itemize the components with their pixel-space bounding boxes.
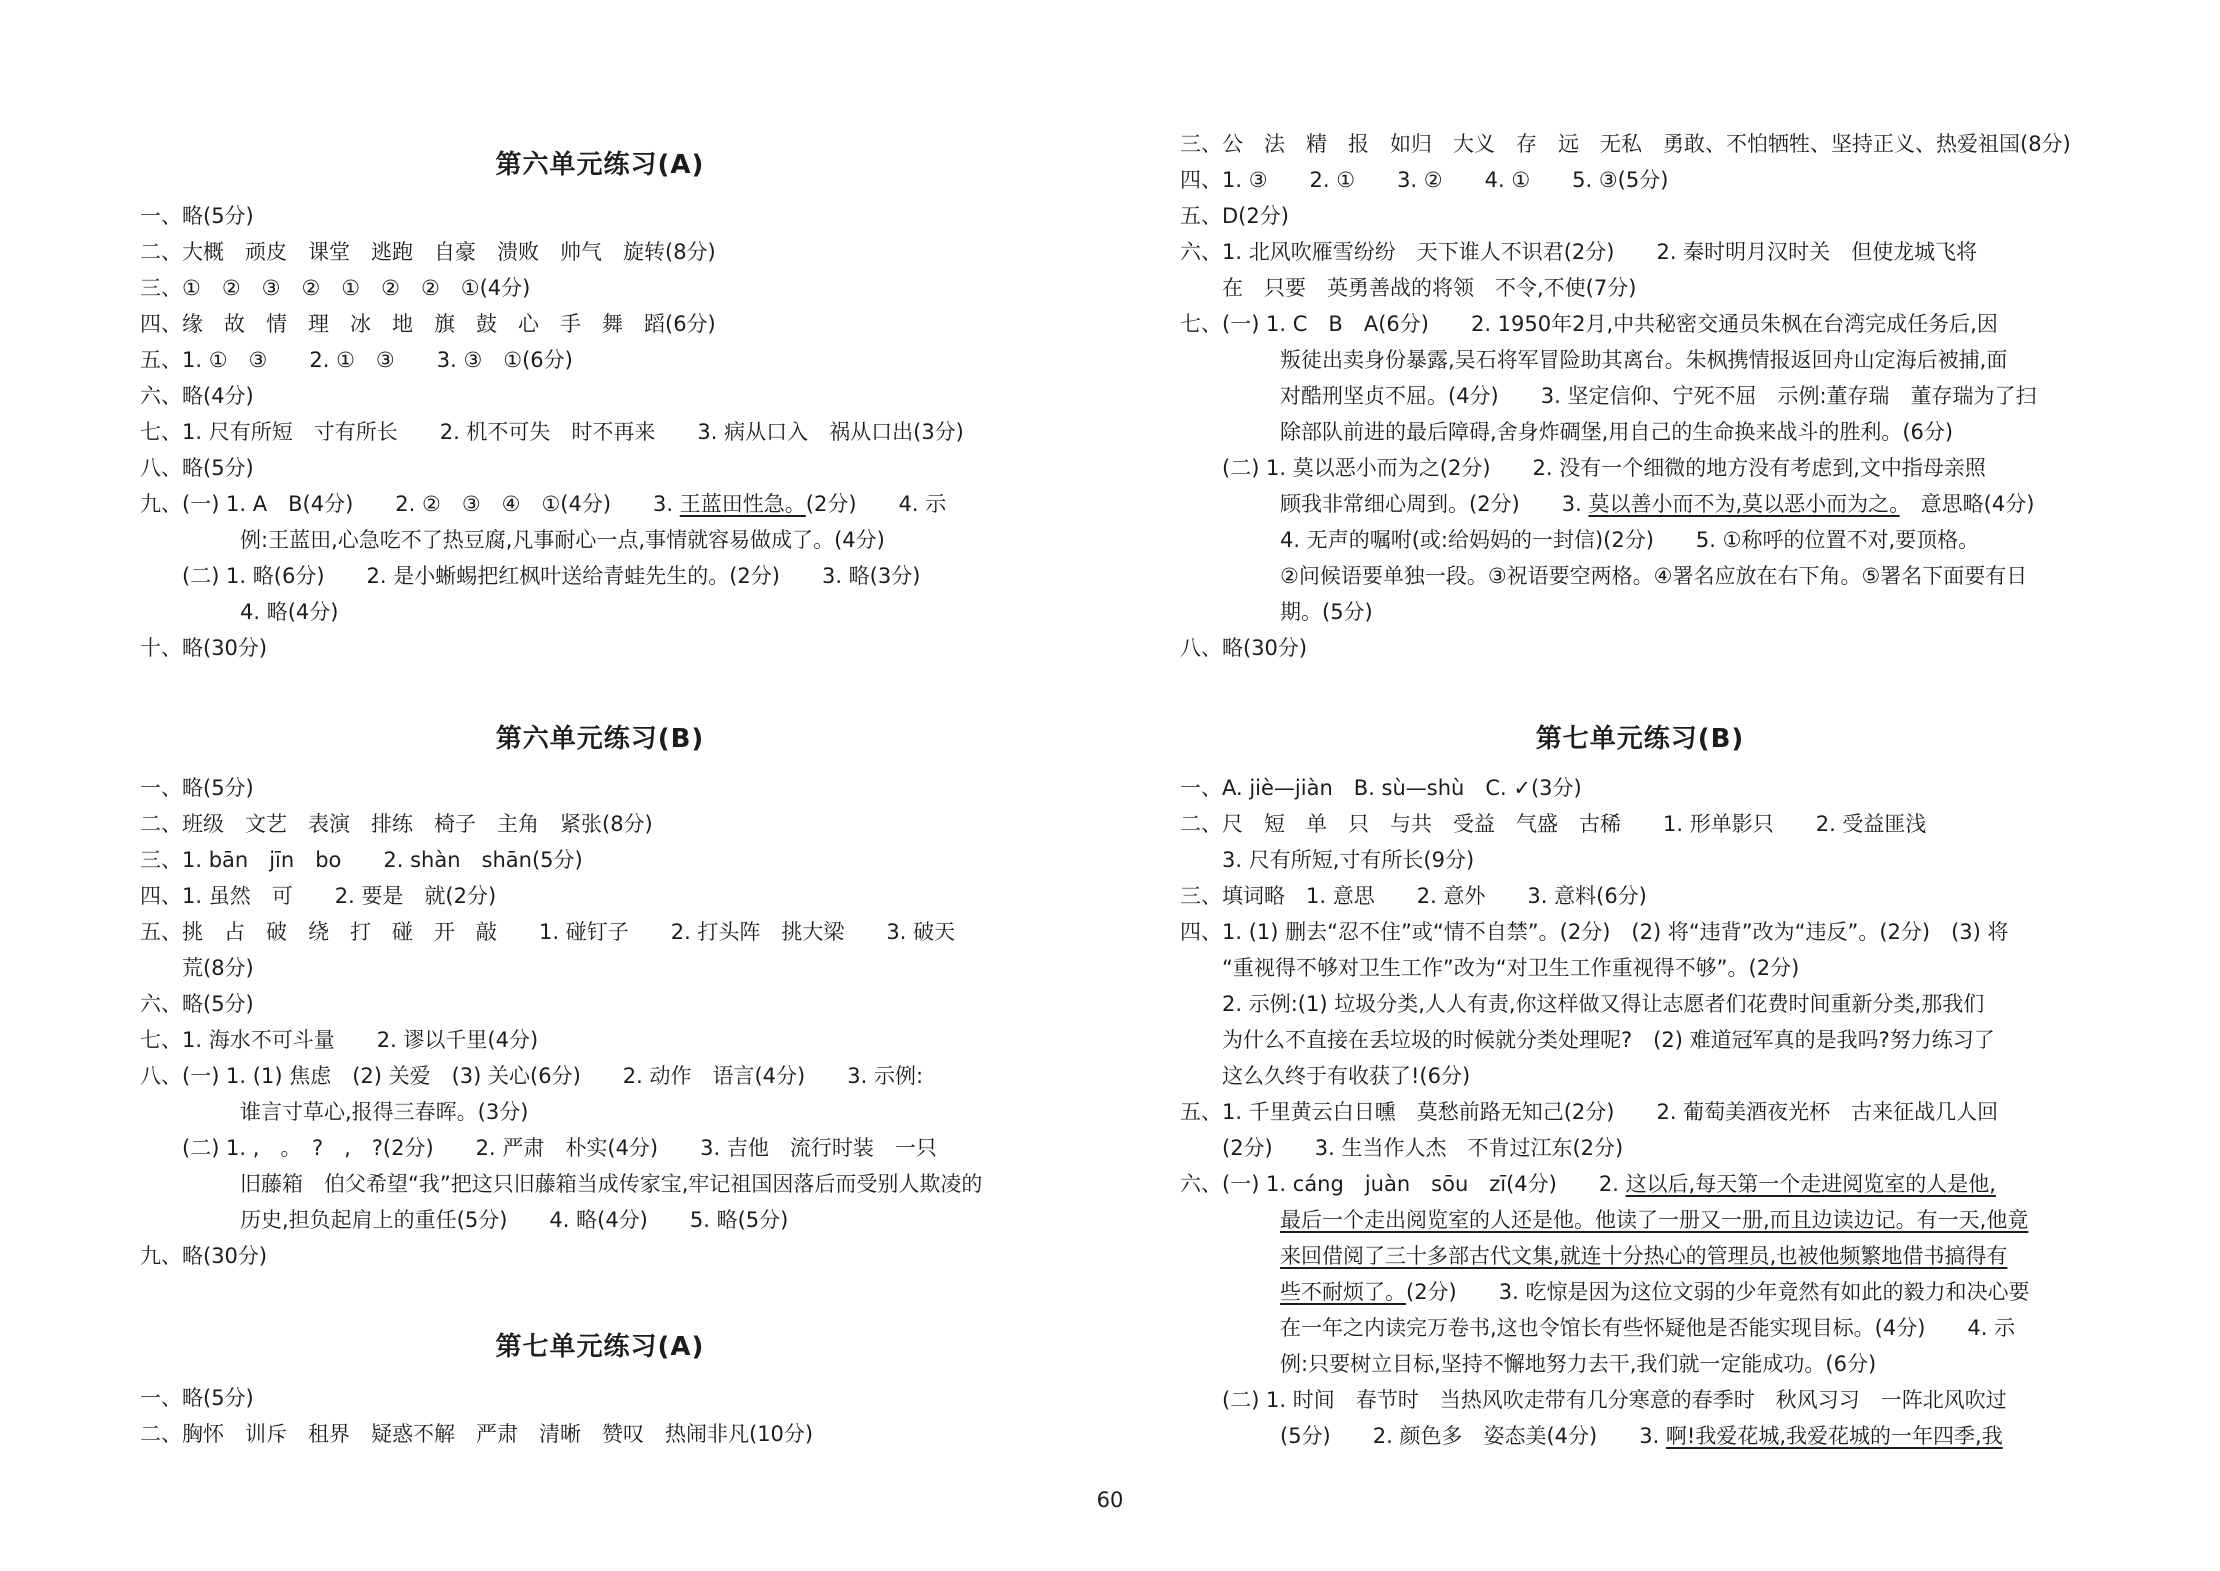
answer-text: 九、(一) 1. A B(4分) 2. ② ③ ④ ①(4分) 3. bbox=[140, 492, 680, 516]
answer-line: 五、1. 千里黄云白日曛 莫愁前路无知己(2分) 2. 葡萄美酒夜光杯 古来征战几人回 bbox=[1180, 1100, 1999, 1124]
answer-line: 4. 无声的嘱咐(或:给妈妈的一封信)(2分) 5. ①称呼的位置不对,要顶格。 bbox=[1280, 528, 1980, 552]
answer-line bbox=[1280, 486, 2034, 522]
answer-line: 三、1. bān jīn bo 2. shàn shān(5分) bbox=[140, 848, 583, 872]
answer-line: 4. 略(4分) bbox=[240, 600, 339, 624]
answer-text: 六、(一) 1. cáng juàn sōu zī(4分) 2. bbox=[1180, 1172, 1626, 1196]
answer-line: 二、胸怀 训斥 租界 疑惑不解 严肃 清晰 赞叹 热闹非凡(10分) bbox=[140, 1422, 814, 1446]
underlined-answer: 莫以善小而不为,莫以恶小而为之。 bbox=[1588, 492, 1900, 516]
answer-line: 对酷刑坚贞不屈。(4分) 3. 坚定信仰、宁死不屈 示例:董存瑞 董存瑞为了扫 bbox=[1280, 384, 2037, 408]
answer-line: 例:王蓝田,心急吃不了热豆腐,凡事耐心一点,事情就容易做成了。(4分) bbox=[240, 528, 885, 552]
underlined-answer: 啊!我爱花城,我爱花城的一年四季,我 bbox=[1665, 1424, 2003, 1448]
answer-text: (5分) 2. 颜色多 姿态美(4分) 3. bbox=[1280, 1424, 1666, 1448]
answer-line bbox=[1280, 1418, 2003, 1454]
answer-line: 四、1. ③ 2. ① 3. ② 4. ① 5. ③(5分) bbox=[1180, 168, 1669, 192]
section-title-7b: 第七单元练习(B) bbox=[1535, 724, 1745, 754]
answer-line: 三、① ② ③ ② ① ② ② ①(4分) bbox=[140, 276, 531, 300]
answer-text: (2分) 3. 吃惊是因为这位文弱的少年竟然有如此的毅力和决心要 bbox=[1406, 1280, 2030, 1304]
underlined-answer: 这以后,每天第一个走进阅览室的人是他, bbox=[1625, 1172, 1996, 1196]
underlined-answer: 王蓝田性急。 bbox=[679, 492, 806, 516]
answer-line: 三、公 法 精 报 如归 大义 存 远 无私 勇敢、不怕牺牲、坚持正义、热爱祖国(8分) bbox=[1180, 132, 2071, 156]
section-title-6a: 第六单元练习(A) bbox=[495, 150, 705, 180]
answer-line: 五、1. ① ③ 2. ① ③ 3. ③ ①(6分) bbox=[140, 348, 573, 372]
answer-line: 七、(一) 1. C B A(6分) 2. 1950年2月,中共秘密交通员朱枫在台湾完成任务后,因 bbox=[1180, 312, 1998, 336]
answer-line: 三、填词略 1. 意思 2. 意外 3. 意料(6分) bbox=[1180, 884, 1647, 908]
answer-line: 四、1. (1) 删去“忍不住”或“情不自禁”。(2分) (2) 将“违背”改为“违反”。(2分) (3) 将 bbox=[1180, 920, 2009, 944]
answer-line: 在 只要 英勇善战的将领 不令,不使(7分) bbox=[1222, 276, 1637, 300]
underlined-answer: 最后一个走出阅览室的人还是他。他读了一册又一册,而且边读边记。有一天,他竟 bbox=[1280, 1208, 2029, 1232]
answer-line: 除部队前进的最后障碍,舍身炸碉堡,用自己的生命换来战斗的胜利。(6分) bbox=[1280, 420, 1954, 444]
answer-line bbox=[1280, 1274, 2029, 1310]
underlined-answer: 些不耐烦了。 bbox=[1280, 1280, 1406, 1304]
answer-line: 历史,担负起肩上的重任(5分) 4. 略(4分) 5. 略(5分) bbox=[240, 1208, 789, 1232]
answer-line: 一、略(5分) bbox=[140, 204, 254, 228]
answer-line: 十、略(30分) bbox=[140, 636, 268, 660]
answer-line: 叛徒出卖身份暴露,吴石将军冒险助其离台。朱枫携情报返回舟山定海后被捕,面 bbox=[1280, 348, 2008, 372]
answer-line bbox=[1280, 1238, 2007, 1274]
answer-text: (2分) 4. 示 bbox=[805, 492, 947, 516]
answer-line: 七、1. 尺有所短 寸有所长 2. 机不可失 时不再来 3. 病从口入 祸从口出(3分) bbox=[140, 420, 964, 444]
answer-line: 一、略(5分) bbox=[140, 776, 254, 800]
answer-line: 七、1. 海水不可斗量 2. 谬以千里(4分) bbox=[140, 1028, 539, 1052]
answer-line: (二) 1. , 。 ? , ?(2分) 2. 严肃 朴实(4分) 3. 吉他 流行时装 一只 bbox=[182, 1136, 937, 1160]
answer-line: 这么久终于有收获了!(6分) bbox=[1222, 1064, 1471, 1088]
answer-line: (二) 1. 时间 春节时 当热风吹走带有几分寒意的春季时 秋风习习 一阵北风吹过 bbox=[1222, 1388, 2007, 1412]
answer-line: (2分) 3. 生当作人杰 不肯过江东(2分) bbox=[1222, 1136, 1624, 1160]
section-title-6b: 第六单元练习(B) bbox=[495, 724, 705, 754]
answer-text: 意思略(4分) bbox=[1899, 492, 2035, 516]
page-number: 60 bbox=[1096, 1488, 1124, 1512]
answer-line: 一、A. jiè—jiàn B. sù—shù C. ✓(3分) bbox=[1180, 776, 1582, 800]
answer-line bbox=[1180, 1166, 1996, 1202]
answer-line: (二) 1. 莫以恶小而为之(2分) 2. 没有一个细微的地方没有考虑到,文中指母亲照 bbox=[1222, 456, 1986, 480]
answer-line: 荒(8分) bbox=[182, 956, 254, 980]
answer-line: 二、班级 文艺 表演 排练 椅子 主角 紧张(8分) bbox=[140, 812, 653, 836]
answer-line: 2. 示例:(1) 垃圾分类,人人有责,你这样做又得让志愿者们花费时间重新分类,那我们 bbox=[1222, 992, 1985, 1016]
answer-line: 六、1. 北风吹雁雪纷纷 天下谁人不识君(2分) 2. 秦时明月汉时关 但使龙城飞将 bbox=[1180, 240, 1978, 264]
answer-line: 八、(一) 1. (1) 焦虑 (2) 关爱 (3) 关心(6分) 2. 动作 语言(4分) 3. 示例: bbox=[140, 1064, 924, 1088]
answer-text: 顾我非常细心周到。(2分) 3. bbox=[1280, 492, 1589, 516]
answer-line: 四、缘 故 情 理 冰 地 旗 鼓 心 手 舞 蹈(6分) bbox=[140, 312, 716, 336]
section-title-7a: 第七单元练习(A) bbox=[495, 1332, 705, 1362]
answer-line: “重视得不够对卫生工作”改为“对卫生工作重视得不够”。(2分) bbox=[1222, 956, 1800, 980]
answer-line: ②问候语要单独一段。③祝语要空两格。④署名应放在右下角。⑤署名下面要有日 bbox=[1280, 564, 2028, 588]
answer-line: 六、略(4分) bbox=[140, 384, 254, 408]
answer-line: 谁言寸草心,报得三春晖。(3分) bbox=[240, 1100, 529, 1124]
answer-line: 六、略(5分) bbox=[140, 992, 254, 1016]
answer-line: 二、尺 短 单 只 与共 受益 气盛 古稀 1. 形单影只 2. 受益匪浅 bbox=[1180, 812, 1927, 836]
answer-line: 一、略(5分) bbox=[140, 1386, 254, 1410]
answer-line: 期。(5分) bbox=[1280, 600, 1373, 624]
answer-line bbox=[1280, 1202, 2028, 1238]
answer-line: 五、D(2分) bbox=[1180, 204, 1289, 228]
answer-line: 为什么不直接在丢垃圾的时候就分类处理呢? (2) 难道冠军真的是我吗?努力练习了 bbox=[1222, 1028, 1995, 1052]
answer-line: 在一年之内读完万卷书,这也令馆长有些怀疑他是否能实现目标。(4分) 4. 示 bbox=[1280, 1316, 2016, 1340]
answer-line: 四、1. 虽然 可 2. 要是 就(2分) bbox=[140, 884, 497, 908]
answer-line bbox=[140, 486, 946, 522]
answer-line: (二) 1. 略(6分) 2. 是小蜥蜴把红枫叶送给青蛙先生的。(2分) 3. 略(3分) bbox=[182, 564, 921, 588]
answer-line: 3. 尺有所短,寸有所长(9分) bbox=[1222, 848, 1475, 872]
answer-line: 旧藤箱 伯父希望“我”把这只旧藤箱当成传家宝,牢记祖国因落后而受别人欺凌的 bbox=[240, 1172, 983, 1196]
answer-line: 例:只要树立目标,坚持不懈地努力去干,我们就一定能成功。(6分) bbox=[1280, 1352, 1877, 1376]
answer-line: 二、大概 顽皮 课堂 逃跑 自豪 溃败 帅气 旋转(8分) bbox=[140, 240, 716, 264]
answer-line: 八、略(5分) bbox=[140, 456, 254, 480]
answer-line: 五、挑 占 破 绕 打 碰 开 敲 1. 碰钉子 2. 打头阵 挑大梁 3. 破天 bbox=[140, 920, 956, 944]
answer-line: 八、略(30分) bbox=[1180, 636, 1308, 660]
answer-line: 九、略(30分) bbox=[140, 1244, 268, 1268]
underlined-answer: 来回借阅了三十多部古代文集,就连十分热心的管理员,也被他频繁地借书搞得有 bbox=[1280, 1244, 2008, 1268]
